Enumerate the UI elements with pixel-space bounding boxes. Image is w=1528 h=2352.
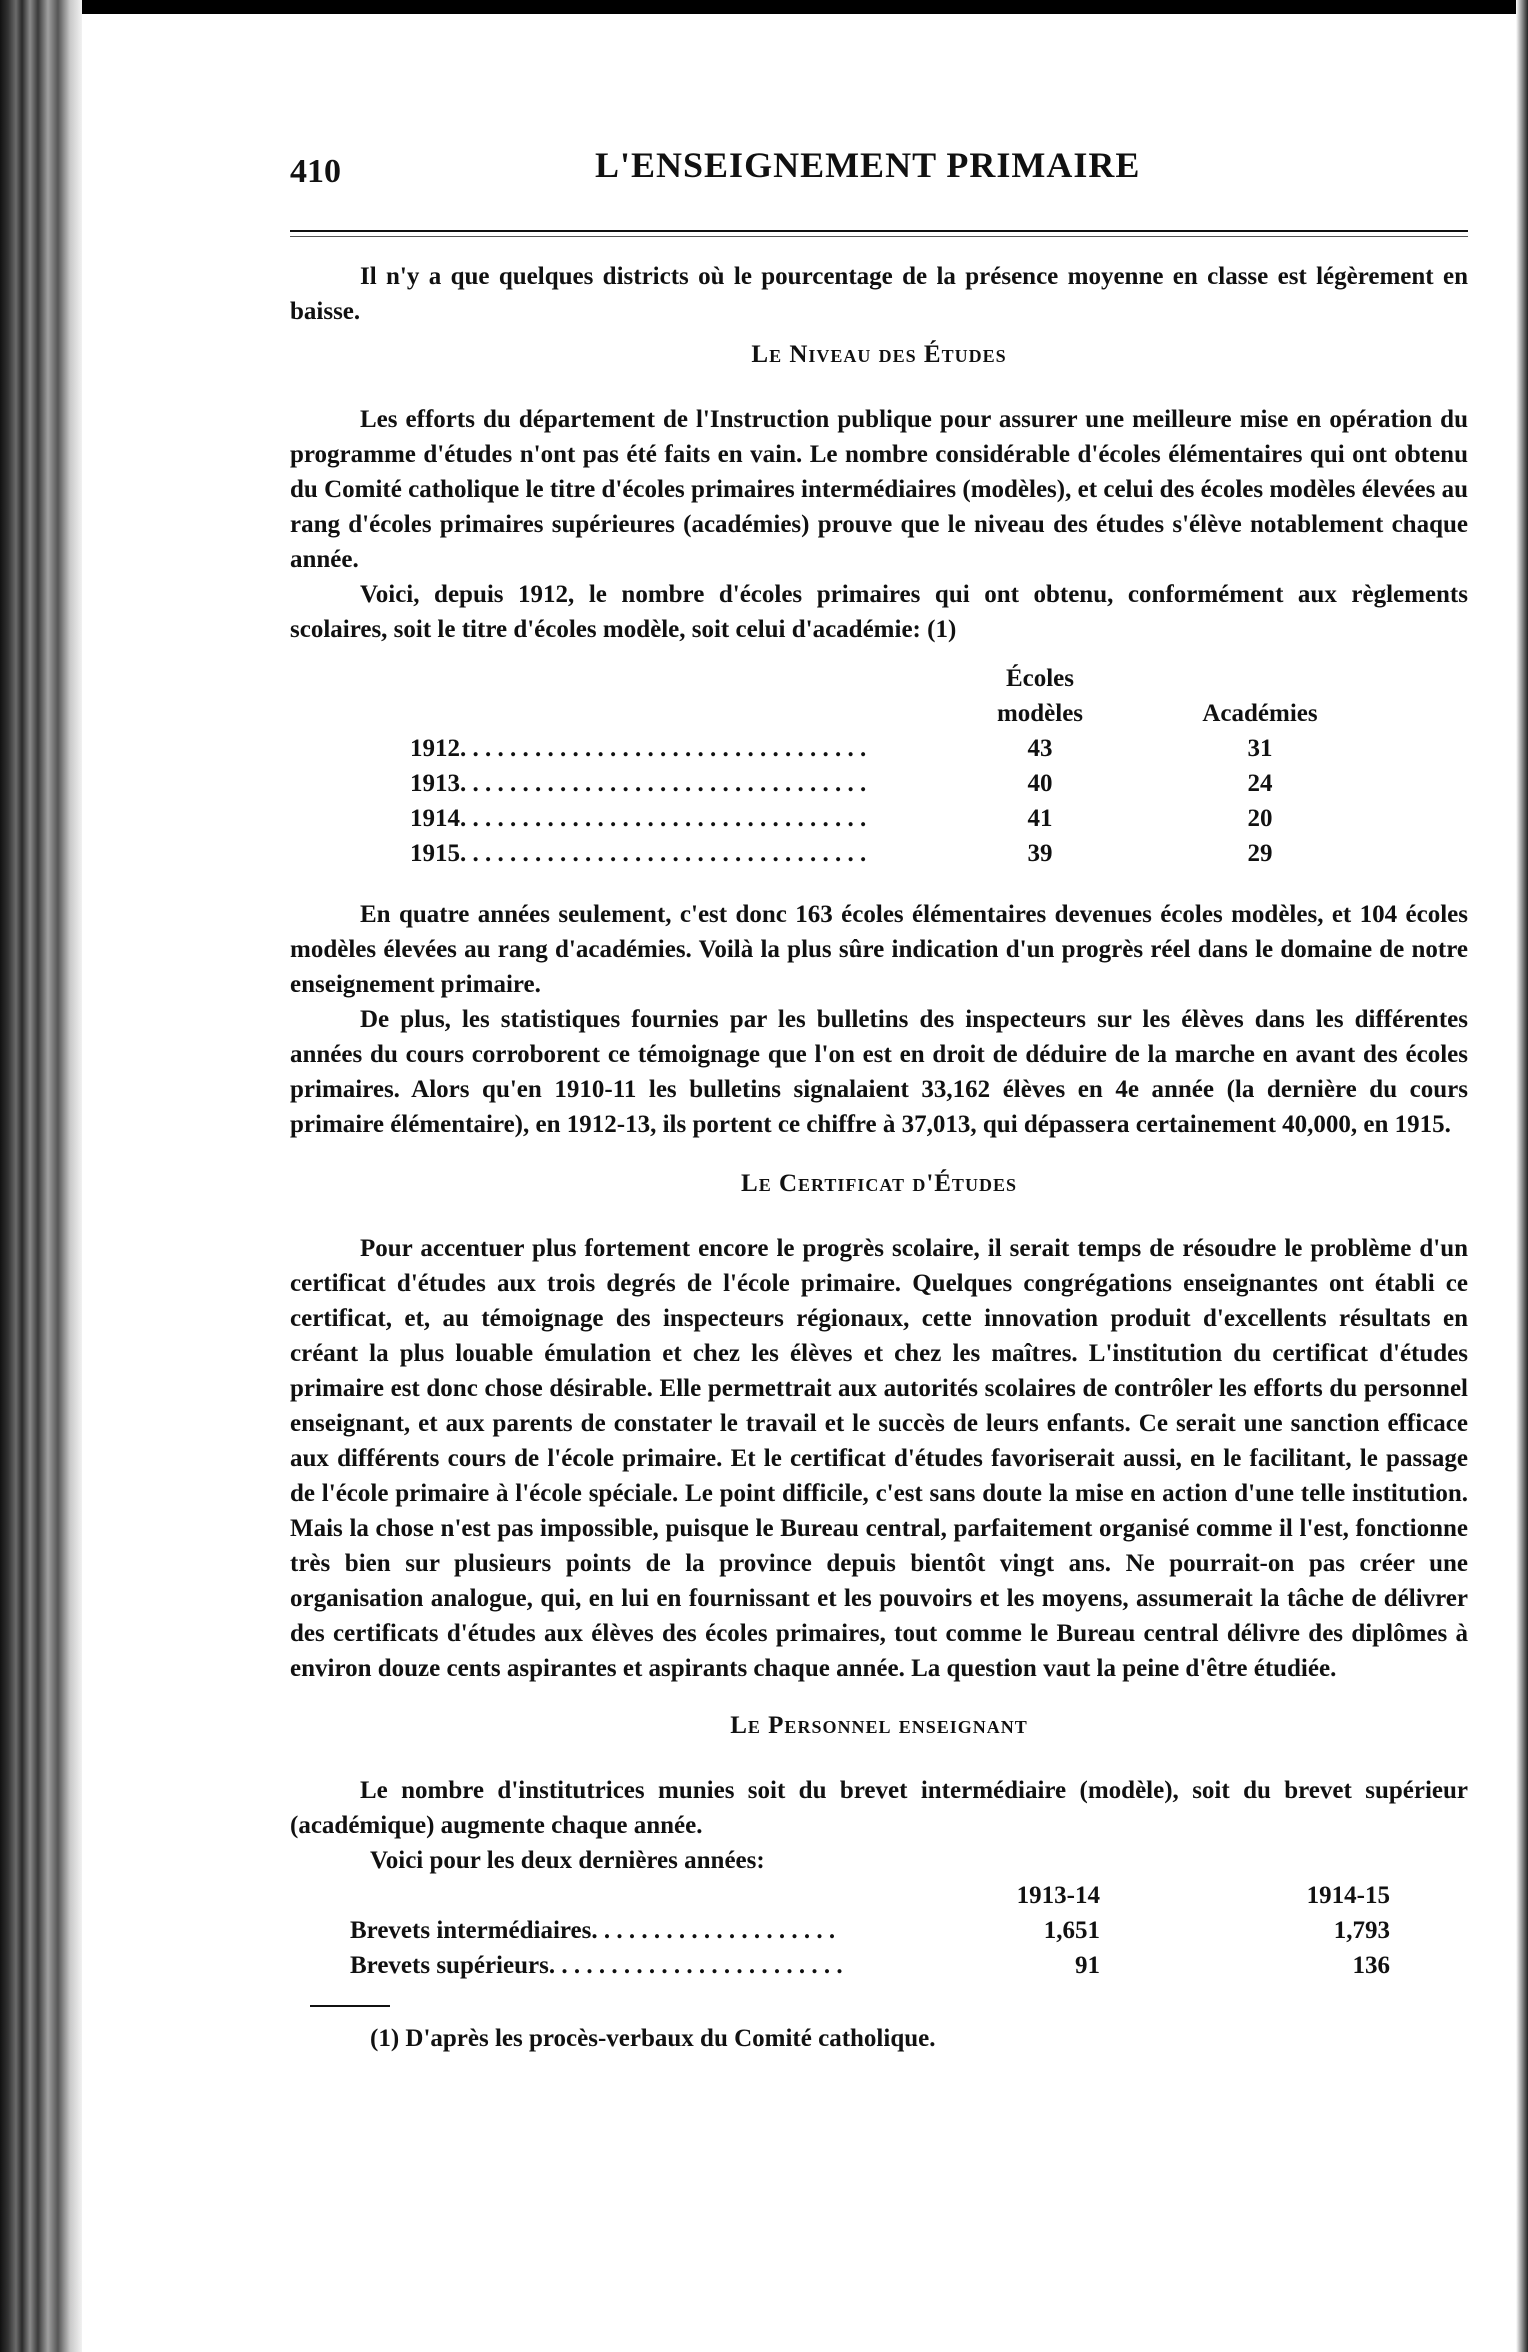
cell-1913-14: 91	[1075, 1952, 1100, 1979]
scan-right-edge	[1516, 0, 1528, 2352]
brevets-table	[290, 1878, 1390, 1983]
footnote-rule	[310, 2005, 390, 2007]
header-rule-thin	[290, 236, 1468, 237]
row-label: 1914. . . . . . . . . . . . . . . . . . . . . . . . . . . . . . . . .	[410, 805, 867, 832]
column-header: 1913-14	[1016, 1882, 1100, 1909]
row-label: Brevets intermédiaires. . . . . . . . . . . . . . . . . . . .	[350, 1917, 836, 1944]
paragraph: Voici, depuis 1912, le nombre d'écoles primaires qui ont obtenu, conformément aux règlements scolaires, soit le titre d'écoles modèle, soit celui d'académie: (1)	[290, 581, 1468, 643]
page-header	[290, 140, 1468, 212]
table-header-row	[290, 1878, 1390, 1913]
running-title: L'ENSEIGNEMENT PRIMAIRE	[595, 145, 1141, 185]
table-row	[290, 1948, 1390, 1983]
ecoles-table	[410, 661, 1410, 871]
row-label: 1915. . . . . . . . . . . . . . . . . . . . . . . . . . . . . . . . .	[410, 840, 867, 867]
paragraph: En quatre années seulement, c'est donc 163 écoles élémentaires devenues écoles modèles, et 104 écoles modèles élevées au rang d'académies. Voilà la plus sûre indication d'un progrès réel dans le domaine de notre enseignement primaire.	[290, 901, 1468, 998]
column-header: 1914-15	[1306, 1882, 1390, 1909]
section-heading-personnel: Le Personnel enseignant	[730, 1712, 1028, 1739]
column-header: Écoles modèles	[996, 665, 1084, 727]
page	[290, 140, 1468, 2056]
cell-modeles: 43	[1027, 735, 1053, 762]
footnote: (1) D'après les procès-verbaux du Comité catholique.	[370, 2025, 936, 2052]
cell-1913-14: 1,651	[1043, 1917, 1100, 1944]
table-row	[410, 766, 1410, 801]
table-row	[410, 801, 1410, 836]
paragraph: Pour accentuer plus fortement encore le progrès scolaire, il serait temps de résoudre le problème d'un certificat d'études aux trois degrés de l'école primaire. Quelques congrégations enseignantes ont établi ce certificat, et, au témoignage des inspecteurs régionaux, cette innovation produit d'excellents résultats en créant la plus louable émulation et chez les élèves et chez les maîtres. L'institution du certificat d'études primaire est donc chose désirable. Elle permettrait aux autorités scolaires de contrôler les efforts du personnel enseignant, et aux parents de constater le travail et le succès de leurs enfants. Ce serait une sanction efficace aux différents cours de l'école primaire. Et le certificat d'études favoriserait aussi, en le facilitant, le passage de l'école primaire à l'école spéciale. Le point difficile, c'est sans doute la mise en action d'une telle institution. Mais la chose n'est pas impossible, puisque le Bureau central, parfaitement organisé comme il l'est, fonctionne très bien sur plusieurs points de la province depuis bientôt vingt ans. Ne pourrait-on pas créer une organisation analogue, qui, en lui en fournissant et les pouvoirs et les moyens, assumerait la tâche de délivrer des certificats d'études aux élèves des écoles primaires, tout comme le Bureau central délivre des diplômes à environ douze cents aspirantes et aspirants chaque année. La question vaut la peine d'être étudiée.	[290, 1235, 1468, 1682]
section-heading-certificat: Le Certificat d'Études	[741, 1170, 1017, 1197]
row-label: Brevets supérieurs. . . . . . . . . . . . . . . . . . . . . . . .	[350, 1952, 843, 1979]
cell-1914-15: 1,793	[1333, 1917, 1390, 1944]
table-row	[410, 836, 1410, 871]
header-rule	[290, 230, 1468, 232]
paragraph: De plus, les statistiques fournies par les bulletins des inspecteurs sur les élèves dans les différentes années du cours corroborent ce témoignage que l'on est en droit de déduire de la marche en avant des écoles primaires. Alors qu'en 1910-11 les bulletins signalaient 33,162 élèves en 4e année (la dernière du cours primaire élémentaire), en 1912-13, ils portent ce chiffre à 37,013, qui dépassera certainement 40,000, en 1915.	[290, 1006, 1468, 1138]
cell-modeles: 40	[1027, 770, 1053, 797]
cell-academies: 24	[1247, 770, 1273, 797]
row-label: 1912. . . . . . . . . . . . . . . . . . . . . . . . . . . . . . . . .	[410, 735, 867, 762]
book-binding-edge	[0, 0, 82, 2352]
paragraph: Le nombre d'institutrices munies soit du brevet intermédiaire (modèle), soit du brevet supérieur (académique) augmente chaque année.	[290, 1777, 1468, 1839]
paragraph: Voici pour les deux dernières années:	[370, 1847, 765, 1874]
cell-1914-15: 136	[1352, 1952, 1390, 1979]
page-number: 410	[290, 153, 341, 190]
cell-academies: 31	[1247, 735, 1273, 762]
table-row	[410, 731, 1410, 766]
intro-paragraph: Il n'y a que quelques districts où le pourcentage de la présence moyenne en classe est légèrement en baisse.	[290, 263, 1468, 325]
row-label: 1913. . . . . . . . . . . . . . . . . . . . . . . . . . . . . . . . .	[410, 770, 867, 797]
column-header: Académies	[1202, 700, 1318, 727]
paragraph: Les efforts du département de l'Instruction publique pour assurer une meilleure mise en opération du programme d'études n'ont pas été faits en vain. Le nombre considérable d'écoles élémentaires qui ont obtenu du Comité catholique le titre d'écoles primaires intermédiaires (modèles), et celui des écoles modèles élevées au rang d'écoles primaires supérieures (académies) prouve que le niveau des études s'élève notablement chaque année.	[290, 406, 1468, 573]
scan-top-edge	[0, 0, 1528, 14]
cell-academies: 29	[1247, 840, 1273, 867]
table-header-row	[410, 661, 1410, 731]
table-row	[290, 1913, 1390, 1948]
cell-academies: 20	[1247, 805, 1273, 832]
section-heading-niveau: Le Niveau des Études	[751, 341, 1007, 368]
cell-modeles: 39	[1027, 840, 1053, 867]
cell-modeles: 41	[1027, 805, 1053, 832]
